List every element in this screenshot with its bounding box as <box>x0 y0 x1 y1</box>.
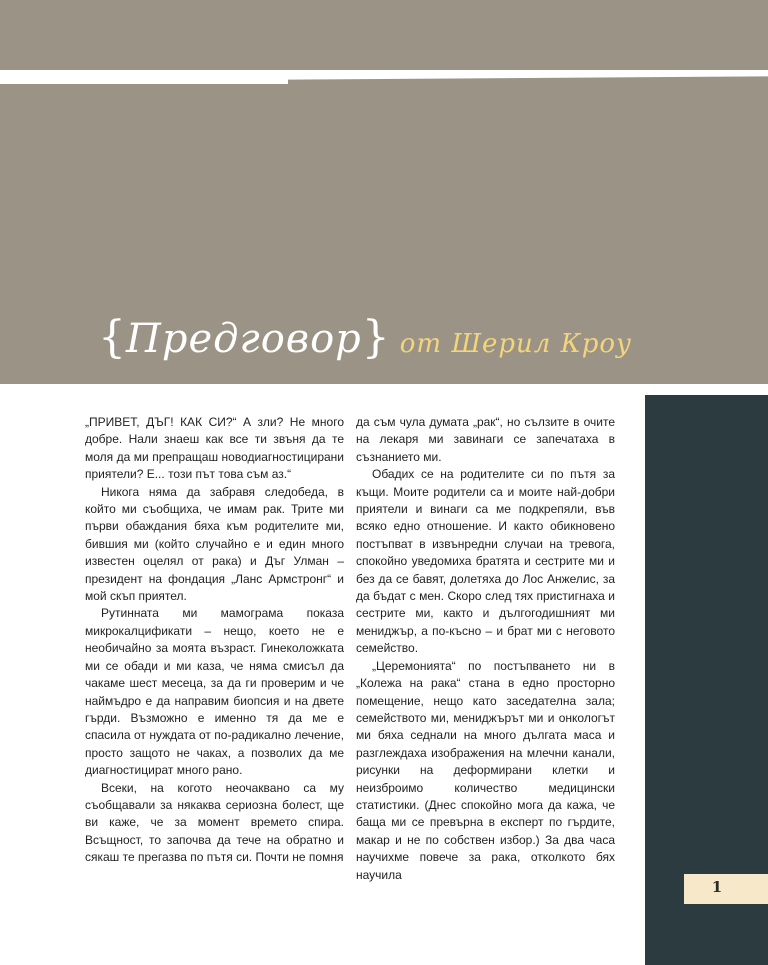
top-color-band <box>0 0 768 70</box>
title-brace-close: } <box>361 312 390 363</box>
text-column-right <box>356 414 615 884</box>
paragraph: Рутинната ми мамограма показа микрокалцификати – нещо, което не е необичайно за моята възраст. Гинеколожката ми се обади и ми каза, че няма смисъл да чакаме шест месеца, за да ги проверим и че наймъдро е да направим биопсия и на двете гърди. Възможно е именно тя да ме е спасила от нуждата от по-радикално лечение, просто защото не чаках, а позволих да ме диагностицират много рано. <box>85 606 344 778</box>
chapter-title <box>98 312 632 363</box>
page-number: 1 <box>711 878 723 896</box>
paragraph: Обадих се на родителите си по пътя за къщи. Моите родители са и моите най-добри приятели и винаги са ме подкрепяли, във всяко едно отношение. И както обикновено постъпват в извънредни случаи на тревога, спокойно уведомиха братята и сестрите ми и без да се бавят, долетяха до Лос Анжелис, за да бъдат с мен. Скоро след тях пристигнаха и сестрите ми, както и дългогодишният ми мениджър, а по-късно – и брат ми с неговото семейство. <box>356 467 615 656</box>
paragraph: Никога няма да забравя следобеда, в който ми съобщиха, че имам рак. Трите ми първи обаждания бяха към родителите ми, бившия ми (който случайно е и един много известен оцелял от рака) и Дъг Улман – президент на фондация „Ланс Армстронг“ и мой скъп приятел. <box>85 484 344 604</box>
text-column-left <box>85 414 344 867</box>
title-brace-open: { <box>98 312 126 363</box>
title-main-text: Предговор <box>126 316 362 362</box>
paragraph: „Церемонията“ по постъпването ни в „Колежа на рака“ стана в едно просторно помещение, нещо като заседателна зала; семейството ми, мениджърът ми и онкологът ми бяха седнали на много дългата маса и разглеждаха изображения на млечни канали, рисунки на деформирани клетки и неизброимо количество медицински статистики. (Днес спокойно мога да кажа, че баща ми се превърна в експерт по гърдите, макар и не по собствен избор.) За два часа научихме повече за рака, отколкото бях научила <box>356 658 615 882</box>
paragraph: „ПРИВЕТ, ДЪГ! КАК СИ?“ А зли? Не много добре. Нали знаеш как все ти звъня да те моля да ми препращаш новодиагностицирани приятели? Е... този път това съм аз.“ <box>85 415 344 482</box>
paragraph: да съм чула думата „рак“, но сълзите в очите на лекаря ми завинаги се запечатаха в съзнанието ми. <box>356 415 615 464</box>
title-banner <box>0 84 768 384</box>
paragraph: Всеки, на когото неочаквано са му съобщавали за някаква сериозна болест, ще ви каже, че за момент времето спира. Всъщност, то започва да тече на обратно и сякаш те прегазва по пътя си. Почти не помня <box>85 780 344 865</box>
title-author-text: от Шерил Кроу <box>399 329 633 359</box>
page-number-tab <box>684 874 768 904</box>
